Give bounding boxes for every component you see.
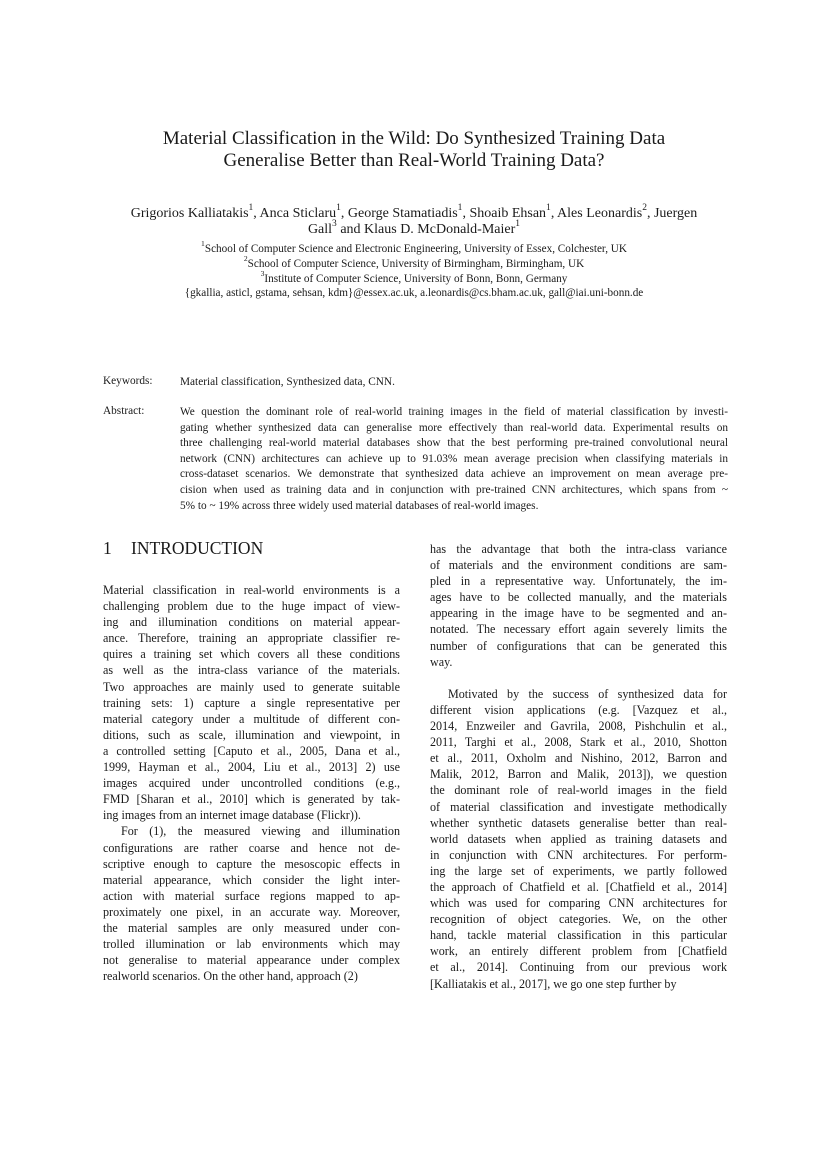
paragraph-line: Two approaches are mainly used to generate suitable [103,679,400,694]
paragraph-line: scriptive enough to capture the mesoscopic effects in [103,856,400,871]
author-name: Ales Leonardis [557,206,643,221]
paragraph-line: realworld scenarios. On the other hand, approach (2) [103,969,358,984]
paragraph-line: 1999, Hayman et al., 2004, Liu et al., 2013] 2) use [103,760,400,775]
paragraph-line: of material classification and investigate methodically [430,799,727,814]
author-affiliation-marker: 1 [248,202,254,213]
paragraph-line: material appearance, which consider the light inter- [103,872,400,887]
paragraph-line: ages have to be collected manually, and the materials [430,590,727,605]
paragraph-line: training sets: 1) capture a single representative per [103,695,400,710]
author-line: Gall$^3$ and Klaus D. McDonald-Maier$^1$ [307,218,521,237]
author-affiliation-marker: 1 [546,202,551,213]
paragraph-line: the approach of Chatfield et al. [Chatfield et al., 2014] [430,879,727,894]
paragraph-line: world datasets when applied as training datasets and [430,831,727,846]
section-title: INTRODUCTION [131,538,264,558]
paragraph-line: as well as the intra-class variance of the materials. [103,663,400,678]
paragraph-line: ance. Therefore, training an appropriate classifier re- [103,631,400,646]
author-affiliation-marker: 2 [642,202,647,213]
affiliation-marker: 1 [201,239,205,249]
section-number: 1 [103,538,112,558]
author-name: Shoaib Ehsan [469,206,547,221]
paragraph-line: For (1), the measured viewing and illumination [121,824,400,839]
keywords-text: Material classification, Synthesized data, CNN. [180,376,395,388]
abstract-line: 5% to ~ 19% across three widely used material databases of real-world images. [180,499,539,512]
paragraph-line: has the advantage that both the intra-class variance [430,542,727,556]
author-name: Klaus D. McDonald-Maier [364,222,516,237]
paragraph-line: Malik, 2012, Barron and Malik, 2013]), we question [430,767,727,782]
affiliation-text: School of Computer Science, University of Birmingham, Birmingham, UK [247,257,585,270]
paragraph-line: pled in a representative way. Unfortunately, the im- [430,574,727,589]
author-name: Anca Sticlaru [259,206,337,221]
paragraph-line: hand, tackle material classification in this particular [430,928,727,943]
paragraph-line: notated. The necessary effort again severely limits the [430,622,727,637]
author-affiliation-marker: 3 [332,218,337,229]
paragraph-line: 2014, Enzweiler and Gavrila, 2008, Pishchulin et al., [430,719,727,734]
paragraph-line: number of configurations that can be generated this [430,638,727,653]
affiliation-marker: 3 [260,268,265,278]
abstract-line: network (CNN) architectures can achieve up to 91.03% mean average precision when classifying materials in [180,452,728,465]
author-emails: {gkallia, asticl, gstama, sehsan, kdm}@essex.ac.uk, a.leonardis@cs.bham.ac.uk, gall@iai.uni-bonn.de [184,287,644,300]
paragraph-line: not generalise to material appearance under complex [103,953,400,968]
paragraph-line: proximately one pixel, in an accurate way. Moreover, [103,904,400,919]
paragraph-line: in conjunction with CNN architectures. For perform- [430,847,727,862]
abstract-line: cision when used as training data and in conjunction with pre-trained CNN architectures, which spans from ~ [180,483,728,496]
author-line: Grigorios Kalliatakis$^1$, Anca Sticlaru$^1$, George Stamatiadis$^1$, Shoaib Ehsan$^1$, Ales Leonardis$^2$, Juergen [130,202,698,221]
paragraph-line: 2011, Targhi et al., 2008, Stark et al., 2010, Shotton [430,735,727,750]
author-name: Juergen [653,206,698,221]
affiliation-marker: 2 [243,253,248,263]
keywords-label: Keywords: [103,375,153,387]
section-heading [103,538,263,559]
paragraph-line: Material classification in real-world environments is a [103,583,400,597]
paragraph-line: ing and illumination conditions on material appear- [103,615,400,630]
paragraph-line: which was used for comparing CNN architectures for [430,896,727,911]
title-line: Material Classification in the Wild: Do Synthesized Training Data [162,128,666,149]
abstract-line: cross-dataset scenarios. We demonstrate that synthesized data achieve an improvement on mean average pre- [180,468,728,481]
paragraph-line: ing images from an internet image database (Flickr)). [103,808,361,823]
affiliation [90,253,738,272]
author-affiliation-marker: 1 [515,218,521,229]
paragraph-line: [Kalliatakis et al., 2017], we go one step further by [430,976,677,991]
affiliation [90,239,738,257]
paragraph-line: recognition of object categories. We, on the other [430,912,727,927]
paragraph-line: images acquired under uncontrolled conditions (e.g., [103,776,400,791]
abstract-text [180,405,728,514]
paragraph-line: FMD [Sharan et al., 2010] which is generated by tak- [103,792,400,807]
paragraph-line: material category under a multitude of different con- [103,711,400,726]
paragraph-line: configurations are rather coarse and hence not de- [103,840,400,855]
paragraph-line: appearing in the image have to be segmented and an- [430,606,727,621]
abstract-label: Abstract: [103,405,145,417]
left-column [103,582,400,984]
paragraph-line: et al., 2014]. Continuing from our previous work [430,960,727,975]
paragraph-line: a controlled setting [Caputo et al., 2005, Dana et al., [103,743,400,758]
abstract-line: gating whether synthesized data can generalise more effectively than real-world data. Experimental results on [180,421,728,434]
paper-title [80,128,748,172]
paragraph-line: ing the large set of experiments, we partly followed [430,863,727,878]
paragraph-line: ditions, such as scale, illumination and viewpoint, in [103,727,400,742]
paragraph-line: the dominant role of real-world images in the field [430,783,727,798]
abstract-line: We question the dominant role of real-world training images in the field of material classification by investi- [180,406,728,418]
paragraph-line: different vision applications (e.g. [Vazquez et al., [430,702,727,717]
paragraph-line: trolled illumination or lab environments which may [103,937,400,952]
author-affiliation-marker: 1 [336,202,341,213]
paragraph-line: of materials and the environment conditions are sam- [430,558,727,573]
title-line: Generalise Better than Real-World Training Data? [223,150,605,171]
paragraph-line: Motivated by the success of synthesized data for [448,686,727,701]
paragraph-line: et al., 2011, Oxholm and Nishino, 2012, Barron and [430,751,727,766]
author-name: Gall [307,222,333,237]
author-name: Grigorios Kalliatakis [130,206,249,221]
paragraph-line: way. [430,654,453,669]
abstract-line: three challenging real-world material databases show that the best performing pre-trained convolutional neural [180,437,728,450]
author-list [90,202,738,238]
paragraph-line: action with material surface regions mapped to ap- [103,888,400,903]
affiliations [90,239,738,301]
affiliation-text: School of Computer Science and Electronic Engineering, University of Essex, Colchester, UK [204,243,627,255]
paragraph-line: quires a training set which covers all these conditions [103,647,400,662]
affiliation [90,268,738,287]
paragraph-line: whether synthetic datasets generalise better than real- [430,815,727,830]
paragraph-line: challenging problem due to the huge impact of view- [103,599,400,614]
affiliation-text: Institute of Computer Science, University of Bonn, Bonn, Germany [264,272,568,285]
right-column [430,541,727,992]
paragraph-line: the material samples are only measured under con- [103,920,400,935]
author-affiliation-marker: 1 [457,202,463,213]
paragraph-line: work, an entirely different problem from [Chatfield [430,944,727,959]
author-name: George Stamatiadis [347,206,458,221]
